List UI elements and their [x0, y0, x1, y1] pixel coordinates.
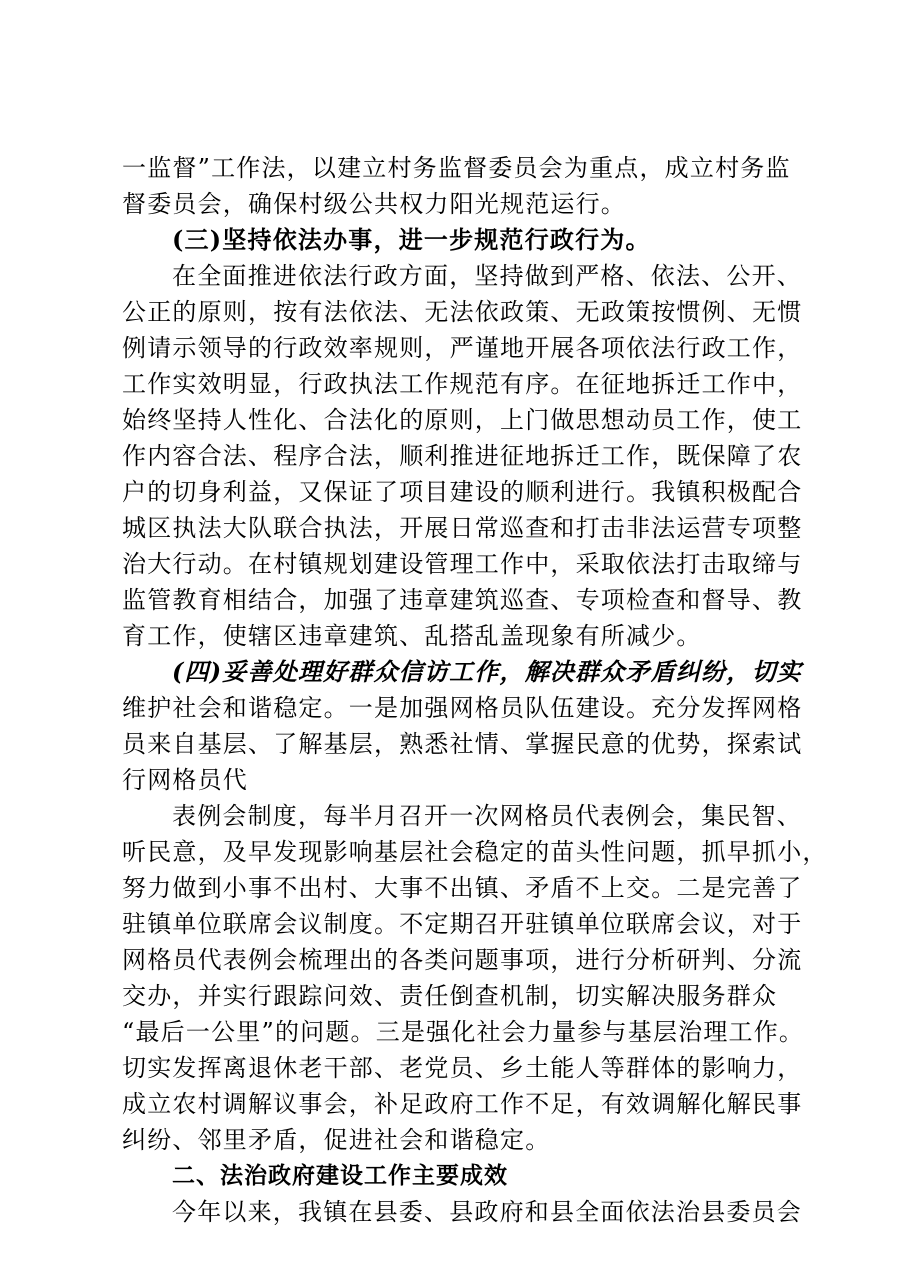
paragraph-line: “最后一公里”的问题。三是强化社会力量参与基层治理工作。 [122, 1018, 805, 1046]
paragraph-line: 户的切身利益，又保证了项目建设的顺利进行。我镇积极配合 [122, 478, 803, 506]
paragraph-line: 公正的原则，按有法依法、无法依政策、无政策按惯例、无惯 [122, 298, 803, 326]
paragraph-line: 听民意，及早发现影响基层社会稳定的苗头性问题，抓早抓小， [122, 838, 828, 866]
paragraph-line: 纠纷、邻里矛盾，促进社会和谐稳定。 [122, 1126, 551, 1154]
section-heading-2: 二、法治政府建设工作主要成效 [172, 1163, 508, 1189]
paragraph-line: 员来自基层、了解基层，熟悉社情、掌握民意的优势，探索试 [122, 730, 803, 758]
paragraph-line: 育工作，使辖区违章建筑、乱搭乱盖现象有所减少。 [122, 622, 702, 650]
subsection-heading-3: (三)坚持依法办事，进一步规范行政行为。 [172, 225, 651, 254]
paragraph-line: 今年以来，我镇在县委、县政府和县全面依法治县委员会 [172, 1198, 802, 1226]
paragraph-line: 表例会制度，每半月召开一次网格员代表例会，集民智、 [172, 802, 802, 830]
paragraph-line: 始终坚持人性化、合法化的原则，上门做思想动员工作，使工 [122, 406, 803, 434]
document-body [122, 150, 828, 1230]
paragraph-line: 治大行动。在村镇规划建设管理工作中，采取依法打击取缔与 [122, 550, 803, 578]
paragraph-line: 工作实效明显，行政执法工作规范有序。在征地拆迁工作中， [122, 370, 803, 398]
paragraph-line: 监管教育相结合，加强了违章建筑巡查、专项检查和督导、教 [122, 586, 803, 614]
paragraph-line: 城区执法大队联合执法，开展日常巡查和打击非法运营专项整 [122, 514, 803, 542]
paragraph-line: 督委员会，确保村级公共权力阳光规范运行。 [122, 190, 626, 218]
paragraph-line: 行网格员代 [122, 766, 248, 794]
paragraph-line: 成立农村调解议事会，补足政府工作不足，有效调解化解民事 [122, 1090, 803, 1118]
paragraph-line: 一监督”工作法，以建立村务监督委员会为重点，成立村务监 [122, 154, 791, 182]
paragraph-line: 在全面推进依法行政方面，坚持做到严格、依法、公开、 [172, 262, 802, 290]
paragraph-line: 驻镇单位联席会议制度。不定期召开驻镇单位联席会议，对于 [122, 910, 803, 938]
paragraph-line: 交办，并实行跟踪问效、责任倒查机制，切实解决服务群众 [122, 982, 778, 1010]
paragraph-line: 努力做到小事不出村、大事不出镇、矛盾不上交。二是完善了 [122, 874, 803, 902]
subsection-heading-4: (四)妥善处理好群众信访工作，解决群众矛盾纠纷，切实 [172, 657, 802, 686]
paragraph-line: 作内容合法、程序合法，顺利推进征地拆迁工作，既保障了农 [122, 442, 803, 470]
paragraph-line: 例请示领导的行政效率规则，严谨地开展各项依法行政工作， [122, 334, 803, 362]
paragraph-line: 网格员代表例会梳理出的各类问题事项，进行分析研判、分流 [122, 946, 803, 974]
paragraph-line: 维护社会和谐稳定。一是加强网格员队伍建设。充分发挥网格 [122, 694, 803, 722]
paragraph-line: 切实发挥离退休老干部、老党员、乡土能人等群体的影响力， [122, 1054, 803, 1082]
